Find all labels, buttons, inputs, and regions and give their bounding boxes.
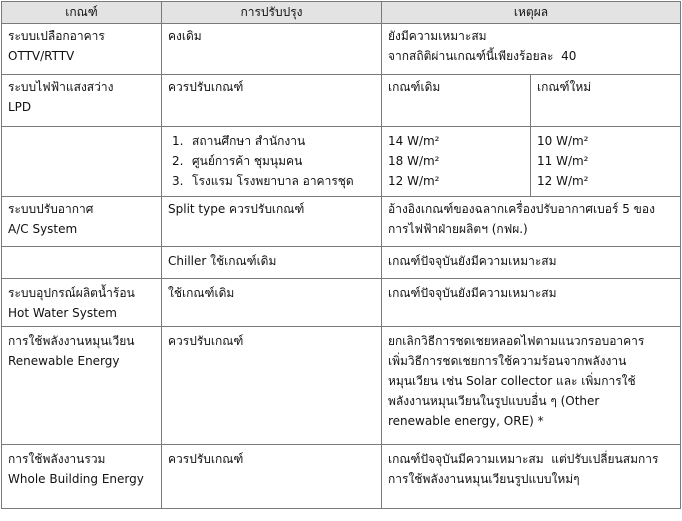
criteria-line: A/C System [8, 222, 78, 236]
criteria-cell-empty [2, 247, 162, 279]
improvement-cell: คงเดิม [162, 24, 382, 75]
criteria-cell [2, 197, 162, 247]
reason-cell [382, 327, 681, 445]
reason-line: ยกเลิกวิธีการชดเชยหลอดไฟตามแนวกรอบอาคาร [388, 334, 645, 348]
list-item: 3. โรงแรม โรงพยาบาล อาคารชุด [172, 174, 354, 188]
building-type-list-cell [162, 127, 382, 197]
table-row-hot-water [2, 279, 681, 327]
reason-line: หมุนเวียน เช่น Solar collector และ เพิ่มการใช้ [388, 374, 636, 388]
criteria-cell [2, 75, 162, 127]
old-criteria-label: เกณฑ์เดิม [382, 75, 531, 127]
list-item: 1. สถานศึกษา สำนักงาน [172, 134, 306, 148]
criteria-line: ระบบไฟฟ้าแสงสว่าง [8, 80, 114, 94]
list-item: 2. ศูนย์การค้า ชุมนุมคน [172, 154, 303, 168]
header-improvement: การปรับปรุง [162, 2, 382, 24]
reason-cell [382, 24, 681, 75]
table-row-ac [2, 197, 681, 247]
improvement-cell: ควรปรับเกณฑ์ [162, 445, 382, 509]
reason-cell: เกณฑ์ปัจจุบันยังมีความเหมาะสม [382, 279, 681, 327]
new-value: 11 W/m² [537, 154, 589, 168]
criteria-line: Whole Building Energy [8, 472, 144, 486]
reason-line: การใช้พลังงานหมุนเวียนรูปแบบใหม่ๆ [388, 472, 580, 486]
reason-line: จากสถิติผ่านเกณฑ์นี้เพียงร้อยละ 40 [388, 49, 577, 63]
reason-cell [382, 445, 681, 509]
criteria-line: OTTV/RTTV [8, 49, 75, 63]
table-row-lpd [2, 75, 681, 127]
reason-cell [382, 197, 681, 247]
reason-line: การไฟฟ้าฝ่ายผลิตฯ (กฟผ.) [388, 222, 528, 236]
table-row-chiller [2, 247, 681, 279]
old-value: 18 W/m² [388, 154, 440, 168]
criteria-line: ระบบเปลือกอาคาร [8, 29, 105, 43]
header-criteria: เกณฑ์ [2, 2, 162, 24]
improvement-cell: ควรปรับเกณฑ์ [162, 75, 382, 127]
old-value: 12 W/m² [388, 174, 440, 188]
reason-line: เพิ่มวิธีการชดเชยการใช้ความร้อนจากพลังงาน [388, 354, 627, 368]
building-type-list [168, 131, 375, 191]
new-values-cell [531, 127, 681, 197]
criteria-line: Hot Water System [8, 306, 117, 320]
reason-cell: เกณฑ์ปัจจุบันยังมีความเหมาะสม [382, 247, 681, 279]
criteria-cell-empty [2, 127, 162, 197]
criteria-cell [2, 279, 162, 327]
old-values-cell [382, 127, 531, 197]
header-row [2, 2, 681, 24]
criteria-line: การใช้พลังงานหมุนเวียน [8, 334, 135, 348]
reason-line: เกณฑ์ปัจจุบันมีความเหมาะสม แต่ปรับเปลี่ยนสมการ [388, 452, 659, 466]
criteria-table [1, 1, 681, 509]
criteria-line: การใช้พลังงานรวม [8, 452, 106, 466]
new-value: 10 W/m² [537, 134, 589, 148]
criteria-cell [2, 327, 162, 445]
table-row-lpd-detail [2, 127, 681, 197]
reason-line: ยังมีความเหมาะสม [388, 29, 487, 43]
criteria-cell [2, 445, 162, 509]
reason-line: พลังงานหมุนเวียนในรูปแบบอื่น ๆ (Other [388, 394, 600, 408]
improvement-cell: Split type ควรปรับเกณฑ์ [162, 197, 382, 247]
new-value: 12 W/m² [537, 174, 589, 188]
new-criteria-label: เกณฑ์ใหม่ [531, 75, 681, 127]
header-reason: เหตุผล [382, 2, 681, 24]
table-row-ottv [2, 24, 681, 75]
criteria-line: ระบบปรับอากาศ [8, 202, 94, 216]
table-row-renewable [2, 327, 681, 445]
improvement-cell: ใช้เกณฑ์เดิม [162, 279, 382, 327]
criteria-line: Renewable Energy [8, 354, 120, 368]
criteria-line: LPD [8, 100, 32, 114]
table-row-whole-building [2, 445, 681, 509]
reason-line: renewable energy, ORE) * [388, 414, 544, 428]
improvement-cell: Chiller ใช้เกณฑ์เดิม [162, 247, 382, 279]
reason-line: อ้างอิงเกณฑ์ของฉลากเครื่องปรับอากาศเบอร์ 5 ของ [388, 202, 655, 216]
improvement-cell: ควรปรับเกณฑ์ [162, 327, 382, 445]
old-value: 14 W/m² [388, 134, 440, 148]
criteria-line: ระบบอุปกรณ์ผลิตน้ำร้อน [8, 286, 135, 300]
criteria-cell [2, 24, 162, 75]
